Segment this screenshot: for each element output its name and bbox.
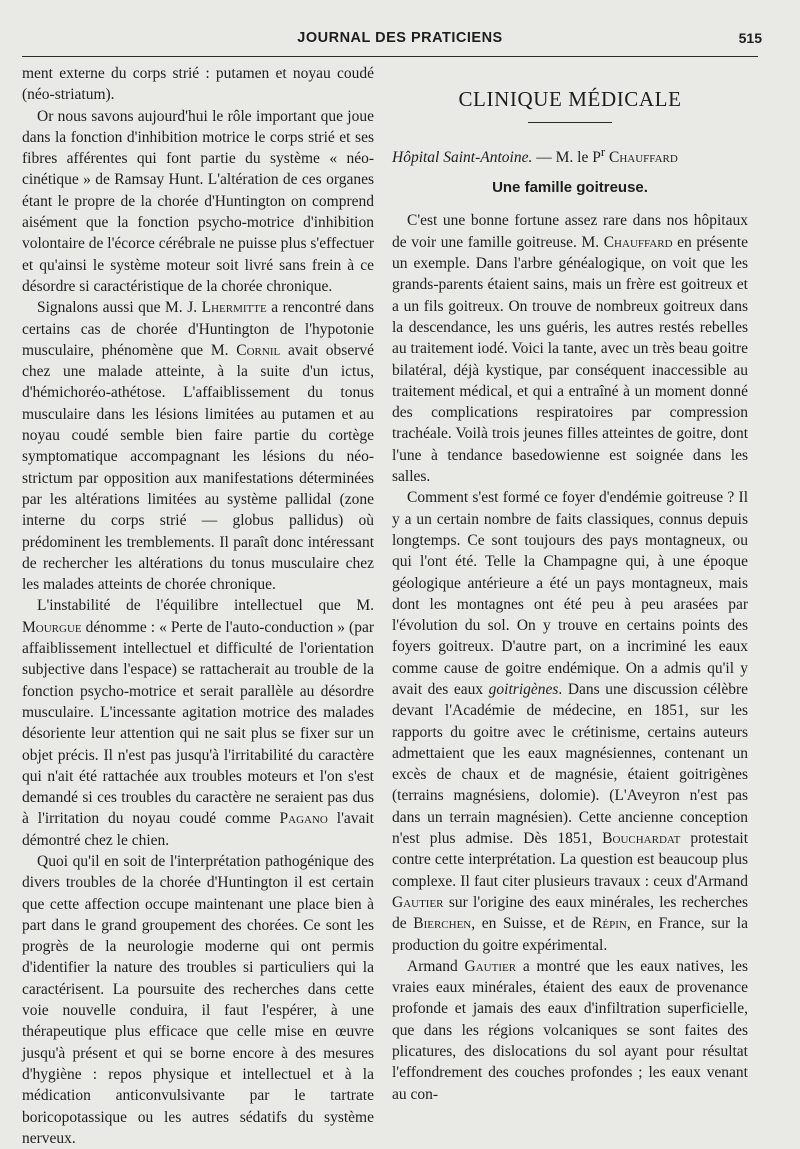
hospital-name: Hôpital Saint-Antoine.	[392, 149, 533, 167]
paragraph-text: a montré que les eaux natives, les vraies eaux minérales, étaient des eaux de provenance profonde et jamais des eaux d'infiltration superficielle, que dans les régions volcaniques se sont faites des plicatures, des dislocations du sol ayant pour résultat l'effondrement des couches profondes ; les eaux venant au con-	[392, 957, 748, 1103]
paragraph-text: . Dans une discussion célèbre devant l'Académie de médecine, en 1851, sur les rapports du goitre avec le crétinisme, certains auteurs admettaient que les eaux magnésiennes, contenant un excès de chaux et de magnésie, étaient goitrigènes (terrains magnésiens, dolomie). (L'Aveyron n'est pas dans un terrain magnésien). Cette ancienne conception n'est plus admise. Dès 1851,	[392, 680, 749, 848]
paragraph-text: a rencontré dans certains cas de chorée d'Huntington de l'hypotonie musculaire, phénomène que M.	[22, 299, 375, 359]
paragraph: ment externe du corps strié : putamen et noyau coudé (néo-striatum).	[22, 65, 374, 104]
hospital-line	[392, 141, 748, 168]
paragraph-text: Signalons aussi que M. J.	[37, 299, 202, 317]
paragraph-text: L'instabilité de l'équilibre intellectuel que M.	[37, 597, 374, 615]
author-name: Bierchen	[413, 915, 472, 933]
author-name: Bouchardat	[602, 830, 681, 848]
paragraph-text: dénomme : « Perte de l'auto-conduction » (par affaiblissement intellectuel et difficulté de l'orientation subjective dans l'espace) se rattacherait au trouble de la fonction psycho-motrice et serait parallèle au désordre musculaire. L'incessante agitation motrice des malades désoriente leur attention qui ne sait plus se fixer sur un objet précis. Il n'est pas jusqu'à l'irritabilité du caractère qui n'ait été rattachée aux troubles moteurs et l'on s'est demandé si ces troubles du caractère ne seraient pas dus à l'irritation du noyau coudé comme	[22, 618, 374, 828]
paragraph	[392, 210, 748, 487]
hospital-separator: — M. le P	[532, 149, 601, 167]
paragraph-text: sur l'origine des eaux minérales, les recherches de	[392, 893, 748, 933]
paragraph-text: C'est une bonne fortune assez rare dans nos hôpitaux de voir une famille goitreuse. M.	[392, 212, 748, 251]
paragraph	[392, 487, 748, 956]
author-name: Gautier	[392, 893, 444, 911]
running-head	[0, 30, 800, 50]
header-rule	[22, 56, 758, 57]
paragraph-text: , en Suisse, et de	[471, 915, 593, 933]
left-column	[22, 63, 374, 1149]
paragraph-text: avait observé chez une malade atteinte, à la suite d'un ictus, d'hémichoréo-athétose. L'affaiblissement du tonus musculaire dans les lésions limitées au putamen et au noyau coudé semble bien faire partie du cortège symptomatique accompagnant les lésions du néo-strictum par opposition aux manifestations déterminées par les altérations limitées au système pallidal (zone interne du corps strié — globus pallidus) où prédominent les tremblements. Il paraît donc intéressant de rechercher les altérations du tonus musculaire chez les malades atteints de chorée chronique.	[22, 341, 374, 594]
paragraph: Or nous savons aujourd'hui le rôle important que joue dans la fonction d'inhibition motrice le corps strié et ses fibres afférentes qui font partie du système « néo-cinétique » de Ramsay Hunt. L'altération de ces organes étant le propre de la chorée d'Huntington on comprend aisément que la fonction psycho-motrice d'inhibition volontaire de l'écorce cérébrale ne puisse plus s'effectuer et qu'ainsi le système moteur soit livré sans frein à ce désordre si caractéristique de la chorée chronique.	[22, 107, 374, 295]
journal-title: JOURNAL DES PRATICIENS	[297, 30, 503, 46]
paragraph	[392, 956, 748, 1105]
author-name: Mourgue	[22, 618, 82, 636]
italic-term: goitrigènes	[488, 680, 559, 698]
professor-name: Chauffard	[605, 149, 678, 167]
paragraph-text: , en France, sur la production du goitre expérimental.	[392, 915, 748, 954]
paragraph-text: en présente un exemple. Dans l'arbre généalogique, on voit que les grands-parents étaient sains, mais un frère est goitreux et a un fils goitreux. On trouve de nombreux goitreux dans la descendance, les uns guéris, les autres restés rebelles au traitement iodé. Voici la tante, avec un très beau goitre bilatéral, déjà kystique, par conséquent inaccessible au traitement médical, et qui a entraîné à un moment donné des complications respiratoires par compression trachéale. Voilà trois jeunes filles atteintes de goitre, dont l'une à tendance basedowienne est soignée dans les salles.	[392, 233, 748, 486]
paragraph	[22, 595, 374, 851]
right-column	[392, 63, 748, 1105]
section-heading: CLINIQUE MÉDICALE	[458, 87, 682, 111]
paragraph-text: Comment s'est formé ce foyer d'endémie goitreuse ? Il y a un certain nombre de faits classiques, connus depuis longtemps. Ce sont toujours des pays montagneux, ou qui l'ont été. Telle la Champagne qui, à une époque géologique antérieure a été un pays montagneux, mais dont les montagnes ont été peu à peu arasées par l'évolution du sol. On y trouve en certains points des foyers goitreux. D'autre part, on a incriminé les eaux comme cause de goitre endémique. On a admis qu'il y avait des eaux	[392, 489, 748, 698]
heading-rule	[528, 122, 612, 123]
paragraph-text: protestait contre cette interprétation. La question est beaucoup plus complexe. Il faut citer plusieurs travaux : ceux d'Armand	[392, 830, 748, 890]
author-name: Pagano	[279, 810, 328, 828]
author-name: Gautier	[464, 957, 517, 975]
paragraph-text: Armand	[407, 957, 465, 975]
page-number: 515	[738, 30, 762, 46]
professor-superscript: r	[600, 144, 606, 159]
paragraph-text: l'avait démontré chez le chien.	[22, 810, 374, 849]
paragraph	[22, 297, 374, 595]
article-title: Une famille goitreuse.	[492, 179, 648, 197]
author-name: Répin	[592, 915, 627, 933]
author-name: Cornil	[236, 341, 281, 359]
author-name: Lhermitte	[201, 299, 267, 317]
paragraph: Quoi qu'il en soit de l'interprétation pathogénique des divers troubles de la chorée d'Huntington il est certain que cette affection occupe maintenant une place bien à part dans le grand groupement des chorées. Ce sont les progrès de la neurologie moderne qui ont permis d'identifier la nature des troubles si particuliers qui la caractérisent. La poursuite des recherches dans cette voie nouvelle conduira, il faut l'espérer, à une thérapeutique plus efficace que celle mise en œuvre jusqu'à présent et qui se borne encore à des mesures d'hygiène : repos physique et intellectuel et à la médication anticonvulsivante par le tartrate boricopotassique ou les autres sédatifs du système nerveux.	[22, 852, 374, 1147]
author-name: Chauffard	[603, 233, 673, 251]
